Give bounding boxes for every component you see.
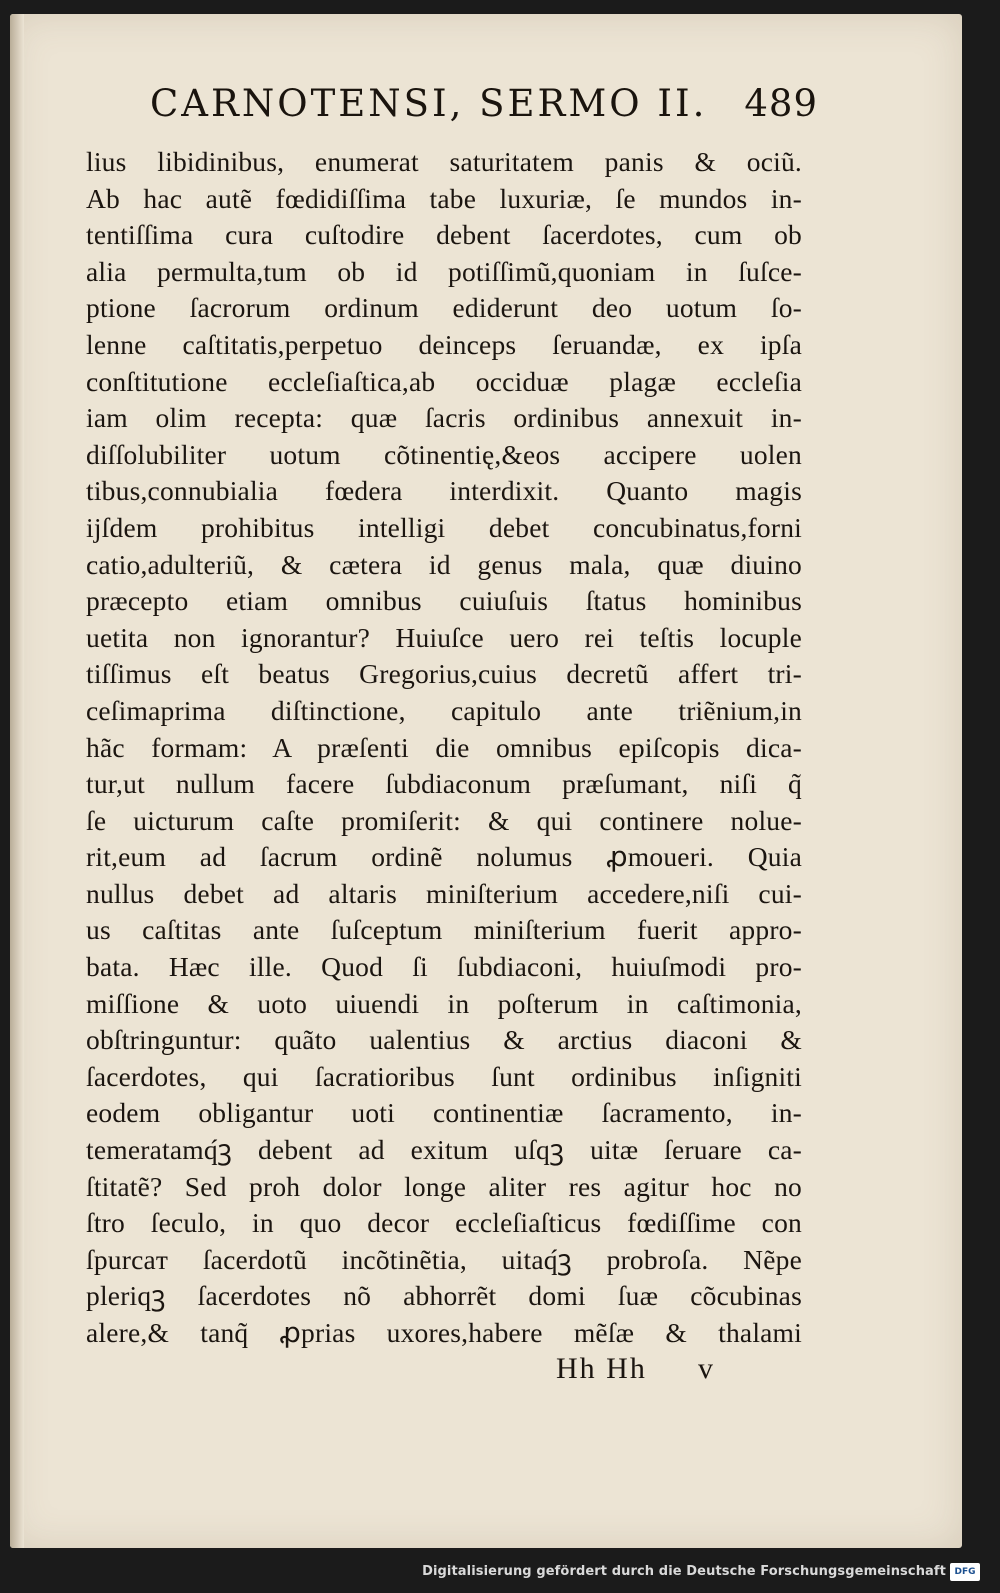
text-line: ſpurcaт ſacerdotũ incõtinẽtia, uitaq́ꝫ probroſa. Nẽpe [86, 1243, 802, 1275]
text-line: ptione ſacrorum ordinum ediderunt deo uotum ſo- [86, 292, 802, 324]
text-line: tentiſſima cura cuſtodire debent ſacerdotes, cum ob [86, 219, 802, 251]
signature-mark: Hh Hh [556, 1352, 647, 1385]
text-line: nullus debet ad altaris miniſterium accedere,niſi cui- [86, 877, 802, 909]
footer-bar [0, 1555, 1000, 1593]
text-line: bata. Hæc ille. Quod ſi ſubdiaconi, huiuſmodi pro- [86, 951, 802, 983]
text-line: pleriqꝫ ſacerdotes nõ abhorrẽt domi ſuæ cõcubinas [86, 1280, 802, 1312]
text-line: ſtro ſeculo, in quo decor eccleſiaſticus fœdiſſime con [86, 1207, 802, 1239]
text-line: tibus,connubialia fœdera interdixit. Quanto magis [86, 475, 802, 507]
text-line: diſſolubiliter uotum cõtinentię,&eos accipere uolen [86, 438, 802, 470]
text-line: obſtringuntur: quãto ualentius & arctius diaconi & [86, 1024, 802, 1056]
text-line: us caſtitas ante ſuſceptum miniſterium fuerit appro- [86, 914, 802, 946]
text-line: præcepto etiam omnibus cuiuſuis ſtatus hominibus [86, 585, 802, 617]
text-line: tur,ut nullum facere ſubdiaconum præſumant, niſi q̃ [86, 768, 802, 800]
text-line: ſacerdotes, qui ſacratioribus ſunt ordinibus inſigniti [86, 1060, 802, 1092]
text-line: rit,eum ad ſacrum ordinẽ nolumus ꝓmoueri. Quia [86, 841, 802, 873]
dfg-logo: DFG [950, 1563, 980, 1581]
catchword: v [698, 1352, 713, 1385]
page-number: 489 [744, 82, 818, 125]
page-header [138, 72, 818, 134]
text-line: ſe uicturum caſte promiſerit: & qui continere noluе- [86, 804, 802, 836]
text-line: hãc formam: A præſenti die omnibus epiſcopis dica- [86, 731, 802, 763]
text-line: ceſimaprima diſtinctione, capitulo ante triẽnium,in [86, 694, 802, 726]
digitization-credit: Digitalisierung gefördert durch die Deutsche Forschungsgemeinschaft [422, 1564, 946, 1579]
text-line: alere,& tanq̃ ꝓprias uxores,habere mẽſæ & thalami [86, 1317, 802, 1348]
text-line: uetita non ignorantur? Huiuſce uero rei teſtis locuple [86, 621, 802, 653]
text-line: miſſione & uoto uiuendi in poſterum in caſtimonia, [86, 987, 802, 1019]
text-line: temeratamq́ꝫ debent ad exitum uſqꝫ uitæ ſeruare ca- [86, 1134, 802, 1166]
page-gutter-shadow [10, 14, 24, 1548]
book-page [10, 14, 962, 1548]
text-line: lius libidinibus, enumerat saturitatem panis & ociũ. [86, 146, 802, 177]
text-line: conſtitutione eccleſiaſtica,ab occiduæ plagæ eccleſia [86, 365, 802, 397]
running-title: CARNOTENSI, SERMO II. [150, 82, 708, 125]
text-line: iam olim recepta: quæ ſacris ordinibus annexuit in- [86, 402, 802, 434]
text-line: alia permulta,tum ob id potiſſimũ,quoniam in ſuſce- [86, 255, 802, 287]
text-line: Ab hac autẽ fœdidiſſima tabe luxuriæ, ſe mundos in- [86, 182, 802, 214]
text-line: lenne caſtitatis,perpetuo deinceps ſeruandæ, ex ipſa [86, 328, 802, 360]
text-line: tiſſimus eſt beatus Gregorius,cuius decretũ affert tri- [86, 658, 802, 690]
text-line: eodem obligantur uoti continentiæ ſacramento, in- [86, 1097, 802, 1129]
text-line: catio,adulteriũ, & cætera id genus mala, quæ diuino [86, 548, 802, 580]
text-line: ſtitatẽ? Sed proh dolor longe aliter res agitur hoc no [86, 1170, 802, 1202]
body-text [86, 144, 802, 1352]
text-line: ijſdem prohibitus intelligi debet concubinatus,forni [86, 511, 802, 543]
